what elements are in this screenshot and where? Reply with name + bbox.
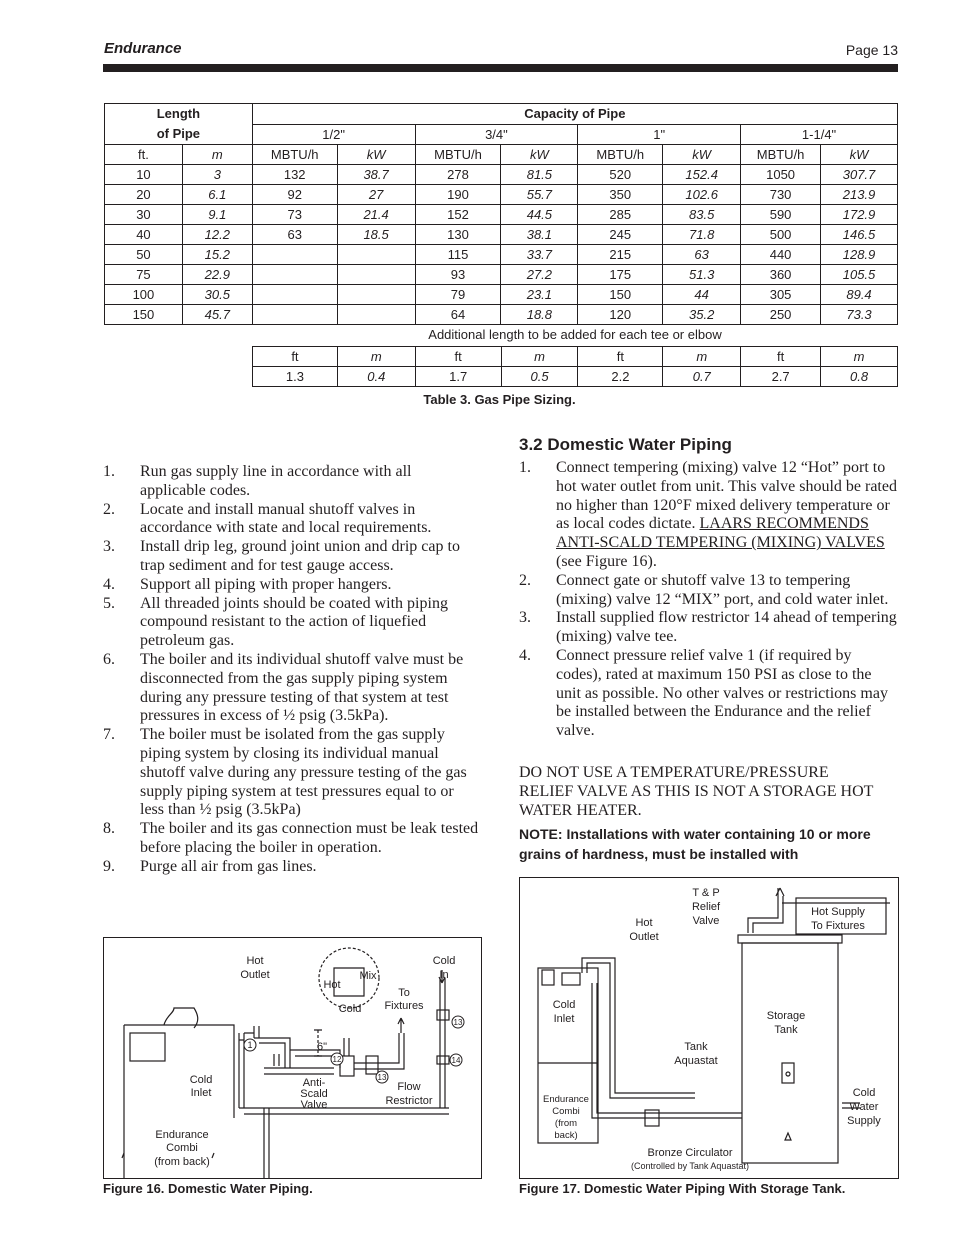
table-cell [337, 245, 415, 265]
table-cell: 81.5 [501, 165, 578, 185]
fig16-hot-label: Hot [323, 979, 341, 991]
table-cell: 175 [578, 265, 663, 285]
header-rule [103, 64, 898, 72]
callout-13b: 13 [453, 1018, 463, 1027]
warning-text: DO NOT USE A TEMPERATURE/PRESSURE RELIEF VALVE AS THIS IS NOT A STORAGE HOT WATER HEATER. [519, 764, 874, 819]
table-cell: 150 [578, 285, 663, 305]
table-cell: 63 [663, 245, 741, 265]
item-text-tail: (see Figure 16). [556, 552, 657, 570]
table-cell: 92 [252, 185, 337, 205]
unit-cell: MBTU/h [252, 145, 337, 165]
fig17-combi-l2: Combi [552, 1106, 580, 1117]
table-cell: 83.5 [663, 205, 741, 225]
table-row [105, 305, 898, 325]
water-piping-list [519, 459, 899, 741]
table-cell: 20 [105, 185, 183, 205]
unit-cell: kW [337, 145, 415, 165]
add-value-cell: 0.5 [501, 367, 578, 387]
table-cell: 64 [415, 305, 501, 325]
fig17-cold-inlet-l1: Cold [552, 999, 576, 1011]
figure-17-diagram [520, 878, 898, 1178]
table-cell: 278 [415, 165, 501, 185]
fig16-six-inch: 6" [316, 1041, 328, 1053]
table-cell [252, 245, 337, 265]
item-number: 4. [103, 575, 115, 593]
item-text: The boiler must be isolated from the gas supply piping system by closing its individual manual shutoff valve during any pressure testing of the gas supply piping system at test pressures equal to or less than ½ psig (3.5kPa) [140, 726, 467, 819]
table-cell: 250 [741, 305, 821, 325]
table-cell: 130 [415, 225, 501, 245]
fig16-combi-l3: (from back) [154, 1156, 210, 1168]
table-cell: 44.5 [501, 205, 578, 225]
callout-1: 1 [247, 1040, 253, 1050]
table-cell: 38.1 [501, 225, 578, 245]
fig16-to-fixtures-l1: To [398, 987, 410, 999]
add-value-cell: 0.7 [663, 367, 741, 387]
fig17-cold-water-l1: Cold [852, 1087, 876, 1099]
table-cell: 172.9 [821, 205, 898, 225]
list-item [103, 651, 481, 726]
unit-cell: kW [663, 145, 741, 165]
table-cell: 590 [741, 205, 821, 225]
fig16-cold-inlet-l1: Cold [189, 1074, 213, 1086]
table-cell: 245 [578, 225, 663, 245]
table-cell: 360 [741, 265, 821, 285]
item-number: 1. [103, 463, 115, 480]
table-cell: 305 [741, 285, 821, 305]
table-cell: 3 [182, 165, 252, 185]
table-cell: 150 [105, 305, 183, 325]
table-row [105, 165, 898, 185]
item-number: 3. [103, 538, 115, 556]
fig17-circulator-l2: (Controlled by Tank Aquastat) [631, 1161, 749, 1171]
item-text: All threaded joints should be coated with piping compound resistant to the action of liquefied petroleum gas. [140, 594, 448, 650]
list-item [519, 609, 899, 647]
table-cell: 55.7 [501, 185, 578, 205]
callout-12: 12 [332, 1055, 342, 1064]
fig16-hot-outlet-l2: Outlet [240, 969, 270, 981]
table-row [105, 245, 898, 265]
fig16-anti-l1: Anti- [302, 1077, 326, 1089]
item-number: 2. [103, 500, 115, 518]
figure-17 [519, 877, 899, 1179]
add-value-cell: 1.3 [253, 367, 338, 387]
table-cell: 18.8 [501, 305, 578, 325]
list-item [103, 463, 481, 501]
fig16-to-fixtures-l2: Fixtures [384, 1000, 424, 1012]
table-cell: 9.1 [182, 205, 252, 225]
fig17-aquastat-l2: Aquastat [674, 1055, 718, 1067]
list-item [103, 576, 481, 595]
fig17-tp-l1: T & P [692, 887, 720, 899]
fig16-anti-l3: Valve [300, 1099, 328, 1111]
fig17-tp-l3: Valve [692, 915, 720, 927]
size-header: 3/4" [415, 124, 578, 145]
item-text: Connect tempering (mixing) valve 12 “Hot” port to hot water outlet from unit. This valve should be rated no higher than 120°F mixed delivery temperature or as local codes dictate. [556, 459, 897, 533]
table-cell: 215 [578, 245, 663, 265]
table-cell: 105.5 [821, 265, 898, 285]
table-cell: 520 [578, 165, 663, 185]
unit-cell: m [182, 145, 252, 165]
add-unit-cell: m [821, 347, 898, 367]
figure-16-diagram [104, 938, 481, 1178]
gas-instructions-list [103, 463, 481, 877]
item-text: Support all piping with proper hangers. [140, 575, 392, 593]
table-cell: 23.1 [501, 285, 578, 305]
table-cell: 18.5 [337, 225, 415, 245]
hardness-note: NOTE: Installations with water containing 10 or more grains of hardness, must be installed with [519, 826, 871, 862]
add-unit-cell: ft [253, 347, 338, 367]
unit-cell: kW [821, 145, 898, 165]
table-cell: 30.5 [182, 285, 252, 305]
table-cell [252, 305, 337, 325]
table-cell: 307.7 [821, 165, 898, 185]
table-cell: 35.2 [663, 305, 741, 325]
table-cell: 500 [741, 225, 821, 245]
list-item [519, 459, 899, 572]
additional-length-table [252, 346, 898, 387]
figure-17-caption: Figure 17. Domestic Water Piping With Storage Tank. [519, 1181, 846, 1196]
add-unit-cell: m [663, 347, 741, 367]
table-cell: 63 [252, 225, 337, 245]
table-row [105, 205, 898, 225]
item-text: Purge all air from gas lines. [140, 857, 317, 875]
table-row [105, 285, 898, 305]
fig16-cold-inlet-l2: Inlet [190, 1087, 212, 1099]
gas-pipe-table [104, 103, 898, 325]
table-cell: 440 [741, 245, 821, 265]
anti-scald-reference: LAARS RECOMMENDS ANTI-SCALD TEMPERING (MIXING) VALVES [556, 515, 885, 552]
table-cell: 100 [105, 285, 183, 305]
item-text: Install drip leg, ground joint union and drip cap to trap sediment and for test gauge access. [140, 538, 460, 574]
table-cell: 285 [578, 205, 663, 225]
table-cell: 152.4 [663, 165, 741, 185]
capacity-header: Capacity of Pipe [252, 104, 897, 125]
item-text: Run gas supply line in accordance with all applicable codes. [140, 463, 412, 499]
fig17-combi-l4: back) [554, 1130, 578, 1141]
table-cell: 120 [578, 305, 663, 325]
table-cell: 128.9 [821, 245, 898, 265]
table-cell: 51.3 [663, 265, 741, 285]
table-cell: 10 [105, 165, 183, 185]
fig17-circulator-l1: Bronze Circulator [647, 1147, 733, 1159]
item-number: 5. [103, 594, 115, 612]
table-cell: 730 [741, 185, 821, 205]
callout-13: 13 [377, 1073, 387, 1082]
figure-16 [103, 937, 482, 1179]
fig16-combi-l1: Endurance [155, 1129, 209, 1141]
unit-cell: MBTU/h [741, 145, 821, 165]
table-cell [337, 285, 415, 305]
table-cell [252, 265, 337, 285]
item-number: 9. [103, 857, 115, 875]
unit-cell: MBTU/h [415, 145, 501, 165]
item-text: Connect gate or shutoff valve 13 to tempering (mixing) valve 12 “MIX” port, and cold water inlet. [556, 571, 889, 608]
table-cell: 22.9 [182, 265, 252, 285]
fig17-hot-outlet-l1: Hot [635, 917, 653, 929]
fig17-aquastat-l1: Tank [684, 1041, 708, 1053]
table-row [105, 265, 898, 285]
fig17-combi-l1: Endurance [543, 1094, 589, 1105]
add-value-cell: 0.8 [821, 367, 898, 387]
table-cell: 71.8 [663, 225, 741, 245]
length-header [105, 104, 253, 145]
fig17-storage-l1: Storage [766, 1010, 806, 1022]
table-cell: 132 [252, 165, 337, 185]
add-unit-cell: ft [741, 347, 821, 367]
item-number: 8. [103, 820, 115, 838]
table-cell: 89.4 [821, 285, 898, 305]
table-cell: 350 [578, 185, 663, 205]
fig16-hot-outlet-l1: Hot [246, 955, 264, 967]
table-cell: 213.9 [821, 185, 898, 205]
table-row [105, 185, 898, 205]
unit-cell: kW [501, 145, 578, 165]
item-number: 1. [519, 459, 531, 476]
table-cell: 33.7 [501, 245, 578, 265]
item-number: 4. [519, 646, 531, 664]
unit-cell: ft. [105, 145, 183, 165]
fig17-hot-supply-l1: Hot Supply [811, 906, 865, 918]
add-value-cell: 2.2 [578, 367, 663, 387]
list-item [103, 501, 481, 539]
table-cell: 44 [663, 285, 741, 305]
item-text: The boiler and its gas connection must be leak tested before placing the boiler in operation. [140, 820, 479, 856]
item-number: 7. [103, 726, 115, 744]
size-header: 1" [578, 124, 741, 145]
size-header: 1-1/4" [741, 124, 898, 145]
list-item [519, 647, 899, 741]
table-cell: 38.7 [337, 165, 415, 185]
list-item [103, 820, 481, 858]
table-cell: 73 [252, 205, 337, 225]
fig16-mix-label: Mix [359, 970, 377, 982]
table-cell: 21.4 [337, 205, 415, 225]
fig17-hot-outlet-l2: Outlet [629, 931, 659, 943]
fig16-cold-in-l1: Cold [432, 955, 456, 967]
unit-row [105, 145, 898, 165]
item-text: Locate and install manual shutoff valves in accordance with state and local requirements. [140, 500, 432, 537]
table-cell [337, 265, 415, 285]
figure-16-caption: Figure 16. Domestic Water Piping. [103, 1181, 313, 1196]
callout-14: 14 [451, 1056, 461, 1065]
list-item [519, 572, 899, 610]
fig16-flow-l1: Flow [397, 1081, 421, 1093]
list-item [103, 595, 481, 651]
table-cell: 27 [337, 185, 415, 205]
table-cell: 6.1 [182, 185, 252, 205]
table-cell: 50 [105, 245, 183, 265]
brand-title: Endurance [104, 40, 182, 57]
fig17-tp-l2: Relief [691, 901, 721, 913]
size-header: 1/2" [252, 124, 415, 145]
table-cell: 190 [415, 185, 501, 205]
table-cell: 102.6 [663, 185, 741, 205]
add-value-cell: 1.7 [415, 367, 501, 387]
table-cell [252, 285, 337, 305]
table-cell: 79 [415, 285, 501, 305]
table-cell [337, 305, 415, 325]
add-unit-cell: ft [578, 347, 663, 367]
table-cell: 115 [415, 245, 501, 265]
table-cell: 15.2 [182, 245, 252, 265]
list-item [103, 538, 481, 576]
add-unit-cell: m [501, 347, 578, 367]
add-unit-cell: m [337, 347, 415, 367]
item-text: The boiler and its individual shutoff valve must be disconnected from the gas supply piping system during any pressure testing of that system at test pressures in excess of ½ psig (3.5kPa). [140, 650, 464, 725]
additional-length-note: Additional length to be added for each tee or elbow [428, 327, 722, 342]
fig17-cold-water-l2: Water [849, 1101, 879, 1113]
fig16-flow-l2: Restrictor [385, 1095, 433, 1107]
length-header-line1: Length [156, 106, 201, 121]
item-number: 3. [519, 609, 531, 627]
fig17-cold-inlet-l2: Inlet [553, 1013, 575, 1025]
item-number: 6. [103, 650, 115, 668]
table-cell: 152 [415, 205, 501, 225]
list-item [103, 726, 481, 820]
table-cell: 75 [105, 265, 183, 285]
fig16-cold-in-l2: In [439, 969, 449, 981]
table-cell: 146.5 [821, 225, 898, 245]
table-cell: 27.2 [501, 265, 578, 285]
table-cell: 12.2 [182, 225, 252, 245]
page-number: Page 13 [845, 42, 898, 58]
section-title: 3.2 Domestic Water Piping [519, 435, 732, 454]
table-cell: 45.7 [182, 305, 252, 325]
table-caption: Table 3. Gas Pipe Sizing. [423, 392, 576, 407]
table-cell: 73.3 [821, 305, 898, 325]
fig16-cold-label: Cold [338, 1003, 362, 1015]
item-text: Connect pressure relief valve 1 (if required by codes), rated at maximum 150 PSI as close to the unit as possible. No other valves or restrictions may be installed between the Endurance and the relief valve. [556, 646, 888, 740]
list-item [103, 858, 481, 877]
table-cell: 93 [415, 265, 501, 285]
fig16-anti-l2: Scald [300, 1088, 328, 1100]
table-cell: 40 [105, 225, 183, 245]
fig17-hot-supply-l2: To Fixtures [811, 920, 865, 932]
fig17-storage-l2: Tank [774, 1024, 798, 1036]
add-value-cell: 0.4 [337, 367, 415, 387]
table-cell: 1050 [741, 165, 821, 185]
item-text: Install supplied flow restrictor 14 ahead of tempering (mixing) valve tee. [556, 609, 897, 646]
unit-cell: MBTU/h [578, 145, 663, 165]
length-header-line2: of Pipe [156, 126, 201, 141]
item-number: 2. [519, 571, 531, 589]
fig16-combi-l2: Combi [166, 1142, 198, 1154]
add-unit-cell: ft [415, 347, 501, 367]
fig17-cold-water-l3: Supply [847, 1115, 881, 1127]
fig17-combi-l3: (from [554, 1118, 578, 1129]
add-value-cell: 2.7 [741, 367, 821, 387]
table-cell: 30 [105, 205, 183, 225]
table-row [105, 225, 898, 245]
